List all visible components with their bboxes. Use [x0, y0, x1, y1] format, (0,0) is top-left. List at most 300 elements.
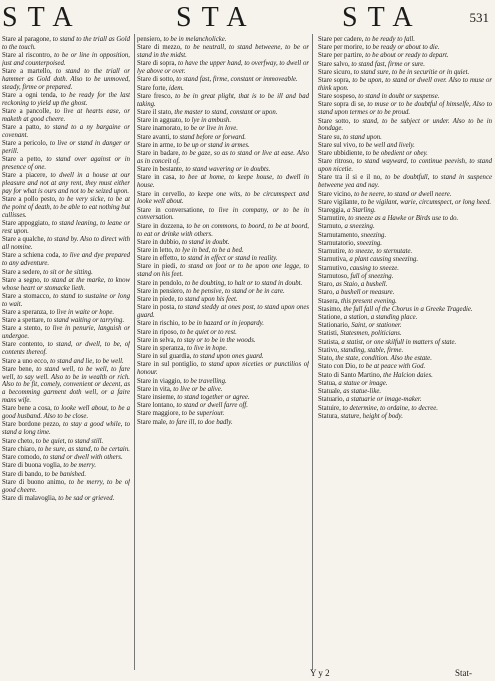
- dictionary-entry: [2, 358, 130, 366]
- entry-headword: Stare fresco,: [137, 92, 176, 100]
- entry-headword: Stare a sedere,: [2, 268, 44, 276]
- dictionary-entry: [318, 372, 492, 380]
- entry-headword: Starnutivo,: [318, 264, 350, 272]
- entry-headword: Stare in letto,: [137, 246, 176, 254]
- entry-headword: Starnutiva,: [318, 256, 350, 264]
- entry-definition: to live and dye prepared to any adventure.: [2, 252, 130, 268]
- entry-definition: to stand together or agree.: [177, 394, 250, 402]
- dictionary-entry: [2, 317, 130, 325]
- entry-definition: to stand to the triall as Gold to the touch.: [2, 36, 130, 51]
- entry-headword: Statua,: [318, 379, 339, 387]
- entry-headword: Stare a pancolle,: [2, 108, 55, 116]
- dictionary-entry: [137, 280, 309, 288]
- entry-headword: Statuire,: [318, 404, 343, 412]
- entry-headword: Stare a uno ecco,: [2, 357, 51, 365]
- dictionary-entry: [318, 339, 492, 347]
- dictionary-entry: [318, 77, 492, 93]
- entry-definition: to live or stand in danger or perill.: [2, 140, 130, 156]
- entry-definition: to be very sicke, to be at the point of death, to be able to eat nothing but cullisses.: [2, 196, 130, 220]
- entry-headword: Statuale,: [318, 388, 344, 396]
- running-header: [0, 0, 495, 36]
- dictionary-entry: [137, 207, 309, 223]
- dictionary-entry: [137, 345, 309, 353]
- dictionary-entry: [137, 263, 309, 279]
- entry-definition: to stand over against or in presence of one.: [2, 156, 130, 172]
- dictionary-entry: [2, 108, 130, 124]
- entry-headword: Stare il stato,: [137, 108, 175, 116]
- entry-headword: pensiero,: [137, 36, 164, 43]
- entry-definition: this present evening.: [341, 297, 397, 305]
- column-middle: [137, 36, 309, 668]
- dictionary-entry: [318, 240, 492, 248]
- entry-headword: Stare a pollo pesto,: [2, 196, 60, 204]
- entry-definition: as statue-like.: [343, 388, 382, 396]
- entry-definition: to be pensive, to stand or be in care.: [186, 287, 285, 295]
- entry-definition: to stand upon.: [343, 133, 382, 141]
- dictionary-entry: [318, 36, 492, 44]
- entry-headword: Stare in piede,: [137, 295, 178, 303]
- entry-definition: as Staio, a bushell.: [335, 281, 388, 289]
- dictionary-entry: [137, 223, 309, 239]
- dictionary-entry: [318, 232, 492, 240]
- entry-definition: to stand in effect or stand in reality.: [180, 255, 278, 263]
- dictionary-entry: [2, 454, 130, 462]
- dictionary-entry: [318, 256, 492, 264]
- entry-definition: to stand upon ones guard.: [193, 353, 264, 361]
- dictionary-entry: [2, 140, 130, 156]
- entry-definition: to stand steddy at ones post, to stand upon ones guard.: [137, 304, 309, 320]
- entry-definition: to live in hope.: [186, 345, 228, 352]
- dictionary-entry: [318, 207, 492, 215]
- entry-definition: to be ready for the last reckoning to yield up the ghost.: [2, 92, 130, 107]
- entry-headword: Stare male,: [137, 418, 170, 426]
- entry-definition: to looke well about, to be a good husband. Also to be close.: [2, 405, 130, 421]
- entry-headword: Starnutire,: [318, 215, 349, 223]
- dictionary-entry: [318, 380, 492, 388]
- entry-headword: Stare in pendolo,: [137, 279, 185, 287]
- entry-headword: Stato di Santo Martino,: [318, 371, 384, 379]
- entry-definition: to stand on foot or to be upon one legge, to stand on his feet.: [137, 263, 309, 279]
- entry-headword: Stare in sul guardia,: [137, 353, 194, 361]
- entry-headword: Statista,: [318, 338, 342, 346]
- entry-definition: to stand in doubt.: [181, 238, 230, 246]
- dictionary-entry: [318, 347, 492, 355]
- dictionary-entry: [318, 281, 492, 289]
- dictionary-entry: [137, 247, 309, 255]
- entry-definition: standing, stable, firme.: [340, 346, 404, 354]
- dictionary-entry: [318, 405, 492, 413]
- entry-headword: Stare al riscontro,: [2, 52, 55, 60]
- entry-definition: the Halcion daies.: [383, 371, 433, 379]
- dictionary-entry: [318, 93, 492, 101]
- entry-headword: Stare sopra di se,: [318, 101, 368, 109]
- entry-headword: Statisti,: [318, 330, 341, 338]
- entry-definition: to be neere, to stand or dwell neere.: [354, 190, 452, 198]
- dictionary-entry: [137, 166, 309, 174]
- entry-headword: Stare in viaggio,: [137, 377, 184, 385]
- dictionary-entry: [137, 76, 309, 84]
- entry-definition: a statuarie or image-maker.: [345, 396, 422, 404]
- entry-definition: to keepe one wits, to be circumspect and looke well about.: [137, 190, 309, 206]
- entry-definition: the full fall of the Chorus in a Greeke Tragedie.: [343, 305, 473, 313]
- entry-headword: Stare di malavoglia,: [2, 494, 59, 502]
- entry-definition: to be neutrall, to stand betweene, to be or stand in the midst.: [137, 44, 309, 60]
- dictionary-entry: [318, 199, 492, 207]
- dictionary-entry: [2, 196, 130, 220]
- entry-definition: a statue or image.: [338, 379, 388, 387]
- entry-headword: Stare sopra,: [318, 77, 353, 85]
- dictionary-entry: [2, 293, 130, 309]
- dictionary-entry: [137, 93, 309, 109]
- entry-headword: Stare maggiore,: [137, 410, 182, 418]
- entry-definition: to live at hearts ease, or maketh at good cheere.: [2, 108, 130, 123]
- entry-headword: Stare in vita,: [137, 385, 174, 393]
- dictionary-entry: [318, 134, 492, 142]
- entry-definition: to be about or ready to depart.: [365, 52, 449, 60]
- entry-definition: to be travelling.: [183, 377, 227, 385]
- dictionary-entry: [318, 150, 492, 158]
- dictionary-entry: [137, 44, 309, 60]
- entry-definition: to sneeze as a Hawke or Birds use to do.: [348, 215, 459, 223]
- dictionary-entry: [318, 101, 492, 117]
- entry-definition: to be upon, to stand or dwell over. Also to muse or think upon.: [318, 77, 492, 93]
- entry-headword: Stasimo,: [318, 305, 344, 313]
- entry-definition: to be banished.: [44, 470, 87, 478]
- dictionary-entry: [137, 109, 309, 117]
- dictionary-entry: [137, 304, 309, 320]
- dictionary-entry: [2, 277, 130, 293]
- entry-headword: Stareggia,: [318, 206, 348, 214]
- entry-headword: Stare vigilante,: [318, 198, 361, 206]
- entry-definition: idem.: [168, 84, 184, 92]
- entry-definition: to be up or stand in armes.: [176, 141, 250, 149]
- entry-definition: to be in melancholicke.: [163, 36, 227, 43]
- entry-definition: to stand or dwell with others.: [42, 454, 123, 462]
- entry-definition: to fare ill, to doe badly.: [169, 418, 233, 426]
- entry-headword: Stare sul vivo,: [318, 141, 359, 149]
- dictionary-entry: [318, 61, 492, 69]
- entry-headword: Starnutamento,: [318, 231, 362, 239]
- entry-definition: to stand by. Also to direct with all nomine.: [2, 236, 130, 252]
- entry-definition: Statesmen, politicians.: [340, 330, 402, 338]
- entry-headword: Stasera,: [318, 297, 342, 305]
- entry-definition: to stand wayward, to continue peevish, to stand upon nicetie.: [318, 158, 492, 174]
- dictionary-entry: [318, 158, 492, 174]
- entry-headword: Stare in riposo,: [137, 328, 181, 336]
- dictionary-entry: [137, 296, 309, 304]
- dictionary-entry: [137, 329, 309, 337]
- entry-definition: to lye in ambush.: [184, 117, 232, 125]
- entry-headword: Stare vicino,: [318, 190, 355, 198]
- entry-definition: to bee at home, to keepe house, to dwell in house.: [137, 174, 309, 190]
- entry-definition: to be merry, to be of good cheere.: [2, 478, 130, 494]
- entry-definition: to have the upper hand, to overfway, to dwell or lye above or over.: [137, 60, 309, 76]
- entry-definition: to stand wavering or in doubts.: [185, 166, 271, 174]
- entry-headword: Stato con Dio,: [318, 363, 359, 371]
- entry-definition: to be doubting, to halt or to stand in doubt.: [184, 279, 303, 287]
- dictionary-entry: [2, 462, 130, 470]
- entry-headword: Starnuto,: [318, 223, 345, 231]
- entry-headword: Starnutatorio,: [318, 239, 357, 247]
- entry-headword: Staro,: [318, 281, 336, 289]
- running-head-right: STA: [342, 2, 423, 33]
- entry-headword: Stare in casa,: [137, 174, 180, 182]
- dictionary-entry: [318, 265, 492, 273]
- entry-headword: Stare in piedi,: [137, 263, 181, 271]
- entry-definition: to be sad or grieved.: [58, 494, 115, 502]
- entry-headword: Stare salvo,: [318, 60, 352, 68]
- entry-headword: Stare insieme,: [137, 394, 178, 402]
- entry-definition: to stay or to be in the woods.: [177, 336, 256, 344]
- entry-definition: sneezing.: [356, 239, 382, 247]
- entry-definition: to be at peace with God.: [358, 363, 426, 371]
- entry-definition: to be or live in love.: [183, 125, 238, 133]
- dictionary-entry: [318, 413, 492, 421]
- dictionary-entry: [318, 322, 492, 330]
- dictionary-entry: [2, 68, 130, 92]
- entry-definition: to determine, to ordaine, to decree.: [342, 404, 438, 412]
- dictionary-entry: [2, 421, 130, 437]
- entry-definition: to be gaze, so as to stand or live at ease. Also as in conceit of.: [137, 150, 309, 165]
- dictionary-entry: [137, 60, 309, 76]
- dictionary-entry: [137, 117, 309, 125]
- entry-headword: Stare chiaro,: [2, 445, 39, 453]
- dictionary-entry: [2, 156, 130, 172]
- entry-definition: to stand fast, firme or sure.: [351, 60, 425, 68]
- entry-headword: Stare di bando,: [2, 470, 45, 478]
- entry-definition: Saint, or stationer.: [351, 322, 402, 330]
- entry-headword: Stare sicuro,: [318, 68, 354, 76]
- entry-headword: Stare di mezzo,: [137, 44, 185, 52]
- entry-definition: to stand sure, to be in securitie or in quiet.: [353, 68, 470, 76]
- dictionary-entry: [318, 388, 492, 396]
- entry-headword: Stare in arme,: [137, 141, 177, 149]
- entry-headword: Stare inamorato,: [137, 125, 184, 133]
- dictionary-entry: [2, 366, 130, 405]
- dictionary-entry: [137, 142, 309, 150]
- entry-headword: Stare di sopra,: [137, 60, 178, 68]
- dictionary-entry: [318, 306, 492, 314]
- entry-headword: Stare a qualche,: [2, 236, 48, 244]
- column-right: [318, 36, 492, 668]
- entry-definition: to stand in doubt or suspense.: [358, 93, 440, 101]
- entry-headword: Stare tra il si e il no,: [318, 174, 386, 182]
- entry-headword: Stare in conversatione,: [137, 206, 209, 214]
- entry-headword: Stare di buono animo,: [2, 478, 69, 486]
- entry-headword: Stare al paragone,: [2, 36, 53, 43]
- dictionary-entry: [318, 118, 492, 134]
- entry-headword: Stare forte,: [137, 84, 169, 92]
- dictionary-entry: [318, 273, 492, 281]
- entry-definition: to be ready to fall.: [365, 36, 415, 43]
- entry-definition: to stand to the triall or hammer as Gold doth. Also to be unmoved, steady, firme or prepared.: [2, 68, 130, 91]
- dictionary-entry: [2, 405, 130, 421]
- dictionary-entry: [2, 220, 130, 236]
- entry-headword: Stare in posta,: [137, 304, 178, 312]
- running-head-center: STA: [176, 2, 257, 33]
- entry-definition: to live in penurie, languish or undergoe.: [2, 325, 130, 341]
- dictionary-entry: [137, 191, 309, 207]
- entry-headword: Stationario,: [318, 322, 352, 330]
- entry-definition: a statist, or one skilfull in matters of state.: [341, 338, 457, 346]
- entry-headword: Stare cheto,: [2, 437, 36, 445]
- entry-definition: a Starling.: [347, 206, 376, 214]
- dictionary-entry: [137, 378, 309, 386]
- entry-definition: to be in great plight, that is to be ill and bad taking.: [137, 92, 309, 108]
- entry-headword: Stare a speranza,: [2, 308, 50, 316]
- entry-headword: Stare su,: [318, 133, 344, 141]
- dictionary-entry: [2, 479, 130, 495]
- dictionary-entry: [137, 386, 309, 394]
- dictionary-entry: [318, 174, 492, 190]
- entry-headword: Stare contento,: [2, 341, 48, 349]
- entry-headword: Stare in agguato,: [137, 117, 185, 125]
- dictionary-entry: [137, 134, 309, 142]
- dictionary-entry: [137, 288, 309, 296]
- entry-definition: to stand to sustaine or long to wait.: [2, 292, 130, 308]
- entry-headword: Statione,: [318, 314, 344, 322]
- entry-headword: Stare in badare,: [137, 150, 183, 158]
- entry-headword: Stativo,: [318, 346, 341, 354]
- entry-definition: to be well and lively.: [358, 141, 415, 149]
- entry-headword: Stare bene a cosa,: [2, 405, 54, 413]
- entry-headword: Stare a ogni tenda,: [2, 92, 61, 100]
- entry-headword: Stare per cadere,: [318, 36, 366, 43]
- entry-definition: to stand or dwell farre off.: [176, 402, 248, 410]
- dictionary-entry: [2, 172, 130, 196]
- entry-definition: to stand, or dwell, to be, of contents thereof.: [2, 341, 130, 357]
- entry-headword: Stare sotto,: [318, 117, 354, 125]
- entry-headword: Statura,: [318, 412, 341, 420]
- dictionary-entry: [2, 309, 130, 317]
- dictionary-entry: [318, 355, 492, 363]
- entry-headword: Stare ubbidiente,: [318, 150, 366, 158]
- dictionary-entry: [137, 402, 309, 410]
- dictionary-entry: [137, 320, 309, 328]
- entry-headword: Stare in cervello,: [137, 190, 190, 198]
- entry-headword: Stare a stomacco,: [2, 292, 54, 300]
- dictionary-entry: [2, 471, 130, 479]
- entry-headword: Starnutire,: [318, 248, 349, 256]
- dictionary-entry: [318, 44, 492, 52]
- page-number: 531: [469, 10, 489, 25]
- entry-definition: to sneeze, to sternutate.: [348, 248, 413, 256]
- entry-definition: a plant causing sneezing.: [349, 256, 419, 264]
- entry-definition: to be on commons, to boord, to be at boord, to eat or drinke with others.: [137, 222, 309, 238]
- entry-headword: Stare in speranza,: [137, 345, 187, 352]
- dictionary-entry: [137, 419, 309, 427]
- entry-definition: to stand well, to be well, to fare well, to say well. Also to be in wealth or rich. Also to be fit, comely, convenient or decent, as a becomming garment doth well, or a faire mans wife.: [2, 365, 130, 405]
- dictionary-entry: [137, 394, 309, 402]
- dictionary-entry: [2, 52, 130, 68]
- entry-definition: to stay a good while, to stand a long time.: [2, 421, 130, 437]
- entry-headword: Stare a petto,: [2, 156, 47, 164]
- entry-headword: Stare in dozzena,: [137, 222, 187, 230]
- entry-definition: to be obedient or obey.: [365, 150, 428, 158]
- dictionary-entry: [318, 223, 492, 231]
- entry-headword: Stare per partire,: [318, 52, 366, 60]
- entry-headword: Stare di sotto,: [137, 76, 177, 84]
- entry-definition: to be sure, as stand, to be certain.: [38, 445, 130, 453]
- dictionary-entry: [2, 236, 130, 252]
- dictionary-entry: [2, 495, 130, 503]
- entry-definition: to stand and lie, to be well.: [50, 357, 124, 365]
- entry-definition: to live or be alive.: [173, 385, 223, 393]
- entry-definition: to stand to a ny bargaine or covenant.: [2, 124, 130, 140]
- entry-definition: to stand at the marke, to know whose heart or stomacke lieth.: [2, 276, 130, 292]
- entry-definition: to muse or to be doubtful of himselfe, Also to stand upon termes or to be proud.: [318, 101, 492, 117]
- entry-headword: Stare a stento,: [2, 325, 45, 333]
- entry-definition: to be in hazard or in jeopardy.: [181, 320, 264, 328]
- entry-definition: to be quiet, to stand still.: [35, 437, 104, 445]
- entry-definition: to stand, to be subject or under. Also to be in bondage.: [318, 117, 492, 133]
- running-head-left: STA: [2, 2, 83, 33]
- dictionary-entry: [318, 142, 492, 150]
- entry-definition: to be superiour.: [181, 410, 225, 418]
- dictionary-entry: [137, 239, 309, 247]
- entry-headword: Stare a patto,: [2, 124, 45, 132]
- entry-headword: Statuario,: [318, 396, 346, 404]
- entry-definition: to be vigilant, warie, circumspect, or long heed.: [360, 198, 492, 206]
- entry-headword: Stare in sul pontiglio,: [137, 361, 201, 369]
- dictionary-entry: [318, 330, 492, 338]
- entry-definition: sneezing.: [361, 231, 387, 239]
- dictionary-columns: [0, 36, 495, 668]
- dictionary-entry: [318, 52, 492, 60]
- entry-headword: Stare appoggiato,: [2, 220, 52, 228]
- entry-definition: to stand upon his feet.: [177, 295, 238, 303]
- entry-definition: a sneezing.: [344, 223, 375, 231]
- entry-headword: Stare comodo,: [2, 454, 43, 462]
- entry-definition: to stand waiting or tarrying.: [46, 317, 125, 325]
- dictionary-entry: [137, 85, 309, 93]
- entry-headword: Stare in dubbio,: [137, 238, 182, 246]
- entry-definition: to stand before or forward.: [172, 133, 246, 141]
- dictionary-entry: [318, 69, 492, 77]
- entry-definition: to live in waite or hope.: [49, 308, 115, 316]
- dictionary-entry: [137, 150, 309, 166]
- entry-definition: the master to stand, constant or upon.: [174, 108, 278, 116]
- entry-headword: Stare a pericolo,: [2, 140, 50, 148]
- dictionary-entry: [318, 289, 492, 297]
- dictionary-entry: [2, 124, 130, 140]
- entry-definition: to be merry.: [63, 462, 97, 470]
- dictionary-entry: [2, 438, 130, 446]
- entry-definition: stature, height of body.: [340, 412, 403, 420]
- entry-definition: to be ready or about to die.: [365, 44, 440, 52]
- entry-headword: Stare in effetto,: [137, 255, 181, 263]
- dictionary-entry: [2, 341, 130, 357]
- dictionary-entry: [318, 396, 492, 404]
- entry-headword: Stare in bestante,: [137, 166, 186, 174]
- entry-headword: Stare a piacere,: [2, 172, 51, 180]
- column-left: [2, 36, 130, 668]
- signature-mark: Y y 2: [310, 668, 330, 678]
- entry-headword: Stare bordone pezzo,: [2, 421, 64, 429]
- entry-headword: Staro,: [318, 289, 336, 297]
- entry-definition: to be or line in opposition, just and counterpoised.: [2, 52, 130, 67]
- entry-definition: a bushell or measure.: [335, 289, 395, 297]
- entry-headword: Stare sospeso,: [318, 93, 359, 101]
- entry-definition: to be doubtfull, to stand in suspence betweene yea and nay.: [318, 174, 492, 190]
- entry-definition: to dwell in a house at our pleasure and not at any rent, they must either pay for what is ours and not to be seized upon.: [2, 172, 130, 196]
- entry-headword: Stare a martello,: [2, 68, 56, 76]
- entry-headword: Stare per morire,: [318, 44, 366, 52]
- entry-definition: full of sneezing.: [350, 272, 394, 280]
- dictionary-entry: [137, 255, 309, 263]
- entry-definition: to stand leaning, to leane or rest upon.: [2, 220, 130, 236]
- dictionary-entry: [137, 125, 309, 133]
